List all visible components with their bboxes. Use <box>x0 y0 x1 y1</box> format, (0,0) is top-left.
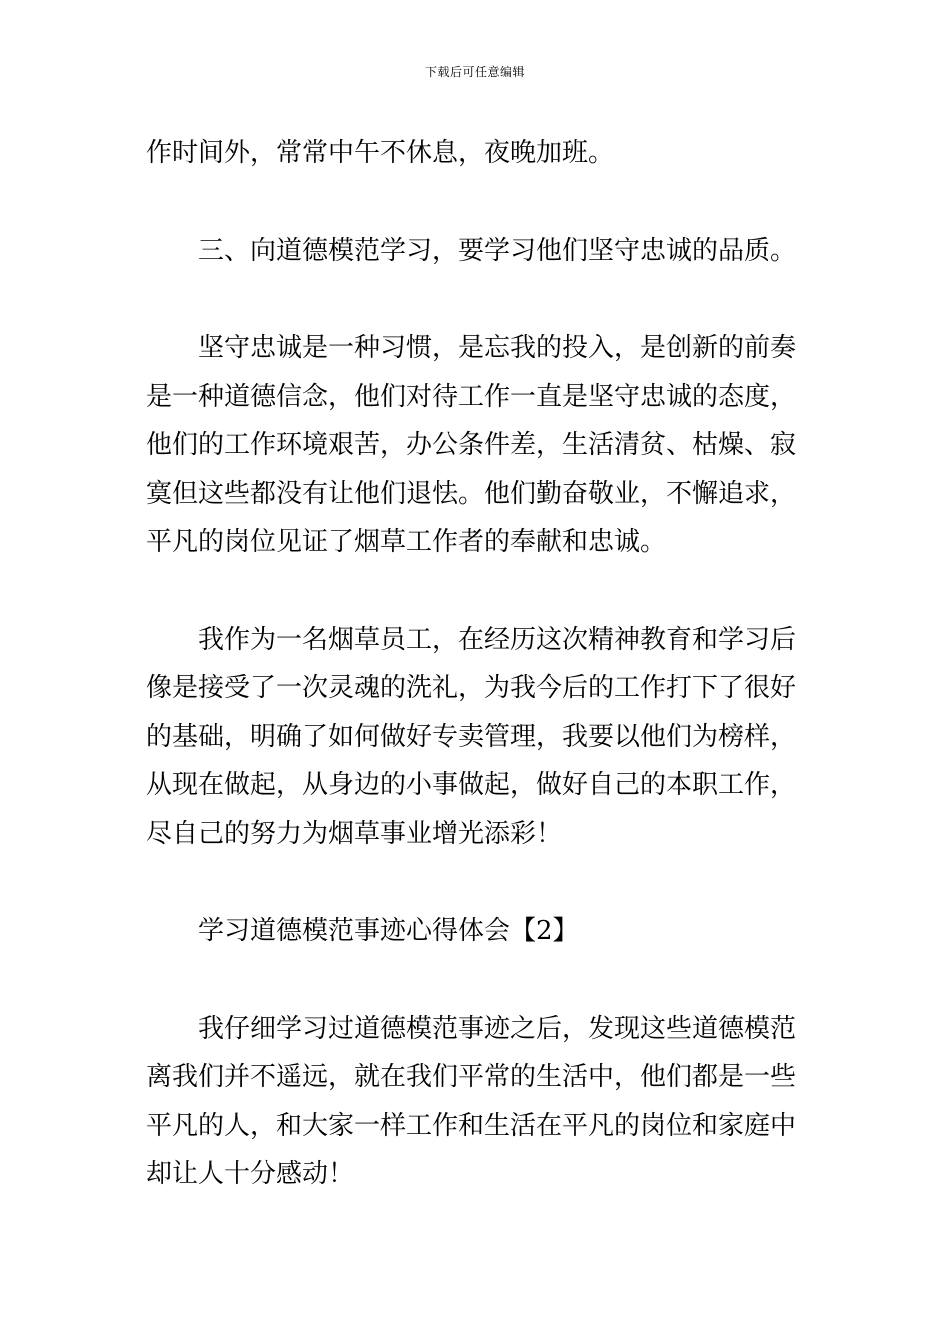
paragraph-continuation <box>146 129 808 178</box>
paragraph-loyalty <box>146 324 808 567</box>
text-line: 从现在做起，从身边的小事做起，做好自己的本职工作， <box>146 770 797 800</box>
text-line: 坚守忠诚是一种习惯，是忘我的投入，是创新的前奏 <box>198 333 797 363</box>
text-line: 学习道德模范事迹心得体会【2】 <box>198 916 579 946</box>
text-line: 是一种道德信念，他们对待工作一直是坚守忠诚的态度， <box>146 381 797 412</box>
text-line: 三、向道德模范学习，要学习他们坚守忠诚的品质。 <box>198 235 797 266</box>
article-title <box>146 907 808 956</box>
text-line: 平凡的岗位见证了烟草工作者的奉献和忠诚。 <box>146 527 667 557</box>
paragraph-study <box>146 1005 808 1199</box>
text-line: 却让人十分感动！ <box>146 1159 355 1189</box>
section-heading <box>146 227 808 276</box>
text-line: 他们的工作环境艰苦，办公条件差，生活清贫、枯燥、寂 <box>146 430 797 460</box>
page-header: 下载后可任意编辑 <box>424 65 525 79</box>
text-line: 尽自己的努力为烟草事业增光添彩！ <box>146 818 563 849</box>
text-line: 像是接受了一次灵魂的洗礼，为我今后的工作打下了很好 <box>146 673 797 703</box>
text-line: 平凡的人，和大家一样工作和生活在平凡的岗位和家庭中 <box>146 1110 797 1141</box>
text-line: 作时间外，常常中午不休息，夜晚加班。 <box>146 138 615 168</box>
text-line: 离我们并不遥远，就在我们平常的生活中，他们都是一些 <box>146 1062 797 1092</box>
document-body <box>146 129 808 1199</box>
text-line: 我作为一名烟草员工，在经历这次精神教育和学习后 <box>198 624 797 655</box>
paragraph-employee <box>146 616 808 859</box>
text-line: 的基础，明确了如何做好专卖管理，我要以他们为榜样， <box>146 721 797 752</box>
text-line: 我仔细学习过道德模范事迹之后，发现这些道德模范 <box>198 1013 797 1044</box>
text-line: 寞但这些都没有让他们退怯。他们勤奋敬业，不懈追求， <box>146 478 797 509</box>
